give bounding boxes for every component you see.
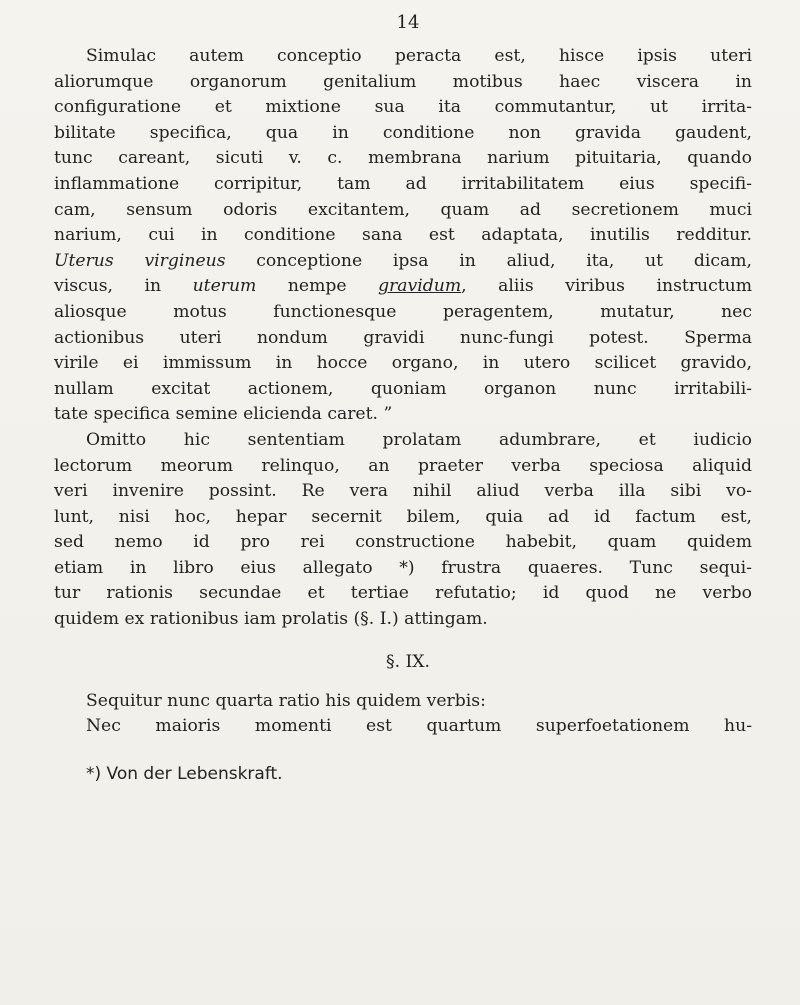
text-line: nullam excitat actionem, quoniam organon nunc irritabili-: [54, 378, 752, 399]
text-line: narium, cui in conditione sana est adaptata, inutilis redditur.: [54, 225, 752, 246]
paragraph-2: [54, 428, 752, 633]
text-run: conceptione ipsa in aliud, ita, ut dicam,: [225, 250, 752, 271]
text-run: , aliis viribus instructum: [461, 276, 752, 297]
section-heading: §. IX.: [385, 651, 430, 672]
italic-term-gravidum: gravidum: [378, 276, 462, 297]
paragraph-3: [54, 689, 752, 740]
text-line: Nec maioris momenti est quartum superfoetationem hu-: [86, 716, 752, 737]
text-line: Simulac autem conceptio peracta est, hisce ipsis uteri: [86, 46, 752, 66]
text-line: lunt, nisi hoc, hepar secernit bilem, quia ad id factum est,: [54, 506, 752, 527]
text-line: veri invenire possint. Re vera nihil aliud verba illa sibi vo-: [54, 481, 752, 502]
text-line: sed nemo id pro rei constructione habebit, quam quidem: [54, 532, 752, 553]
page-number: 14: [396, 12, 420, 33]
text-line: lectorum meorum relinquo, an praeter verba speciosa aliquid: [54, 455, 752, 476]
text-line: Omitto hic sententiam prolatam adumbrare, et iudicio: [86, 429, 752, 450]
text-line: [54, 274, 752, 300]
text-line: tur rationis secundae et tertiae refutatio; id quod ne verbo: [54, 583, 752, 604]
paragraph-1: [54, 44, 752, 428]
text-line: configuratione et mixtione sua ita commutantur, ut irrita-: [54, 97, 752, 118]
text-line: bilitate specifica, qua in conditione non gravida gaudent,: [54, 122, 752, 143]
text-line: tate specifica semine elicienda caret. ”: [54, 404, 393, 425]
text-line: actionibus uteri nondum gravidi nunc-fungi potest. Sperma: [54, 327, 752, 348]
text-line: Sequitur nunc quarta ratio his quidem verbis:: [86, 690, 486, 711]
text-run: nempe: [256, 276, 379, 297]
italic-term-uterus-virgineus: Uterus virgineus: [54, 250, 226, 271]
text-run: viscus, in: [54, 276, 193, 297]
text-line: virile ei immissum in hocce organo, in utero scilicet gravido,: [54, 353, 752, 374]
text-line: inflammatione corripitur, tam ad irritabilitatem eius specifi-: [54, 173, 752, 194]
text-line: etiam in libro eius allegato *) frustra quaeres. Tunc sequi-: [54, 557, 752, 578]
text-line: tunc careant, sicuti v. c. membrana narium pituitaria, quando: [54, 148, 752, 169]
text-line: aliosque motus functionesque peragentem, mutatur, nec: [54, 301, 752, 322]
footnote: *) Von der Lebenskraft.: [86, 763, 283, 784]
text-line: cam, sensum odoris excitantem, quam ad secretionem muci: [54, 199, 752, 220]
italic-term-uterum: uterum: [192, 276, 257, 297]
text-line: quidem ex rationibus iam prolatis (§. I.) attingam.: [54, 609, 488, 630]
text-line: [54, 249, 752, 275]
text-line: aliorumque organorum genitalium motibus haec viscera in: [54, 71, 752, 92]
